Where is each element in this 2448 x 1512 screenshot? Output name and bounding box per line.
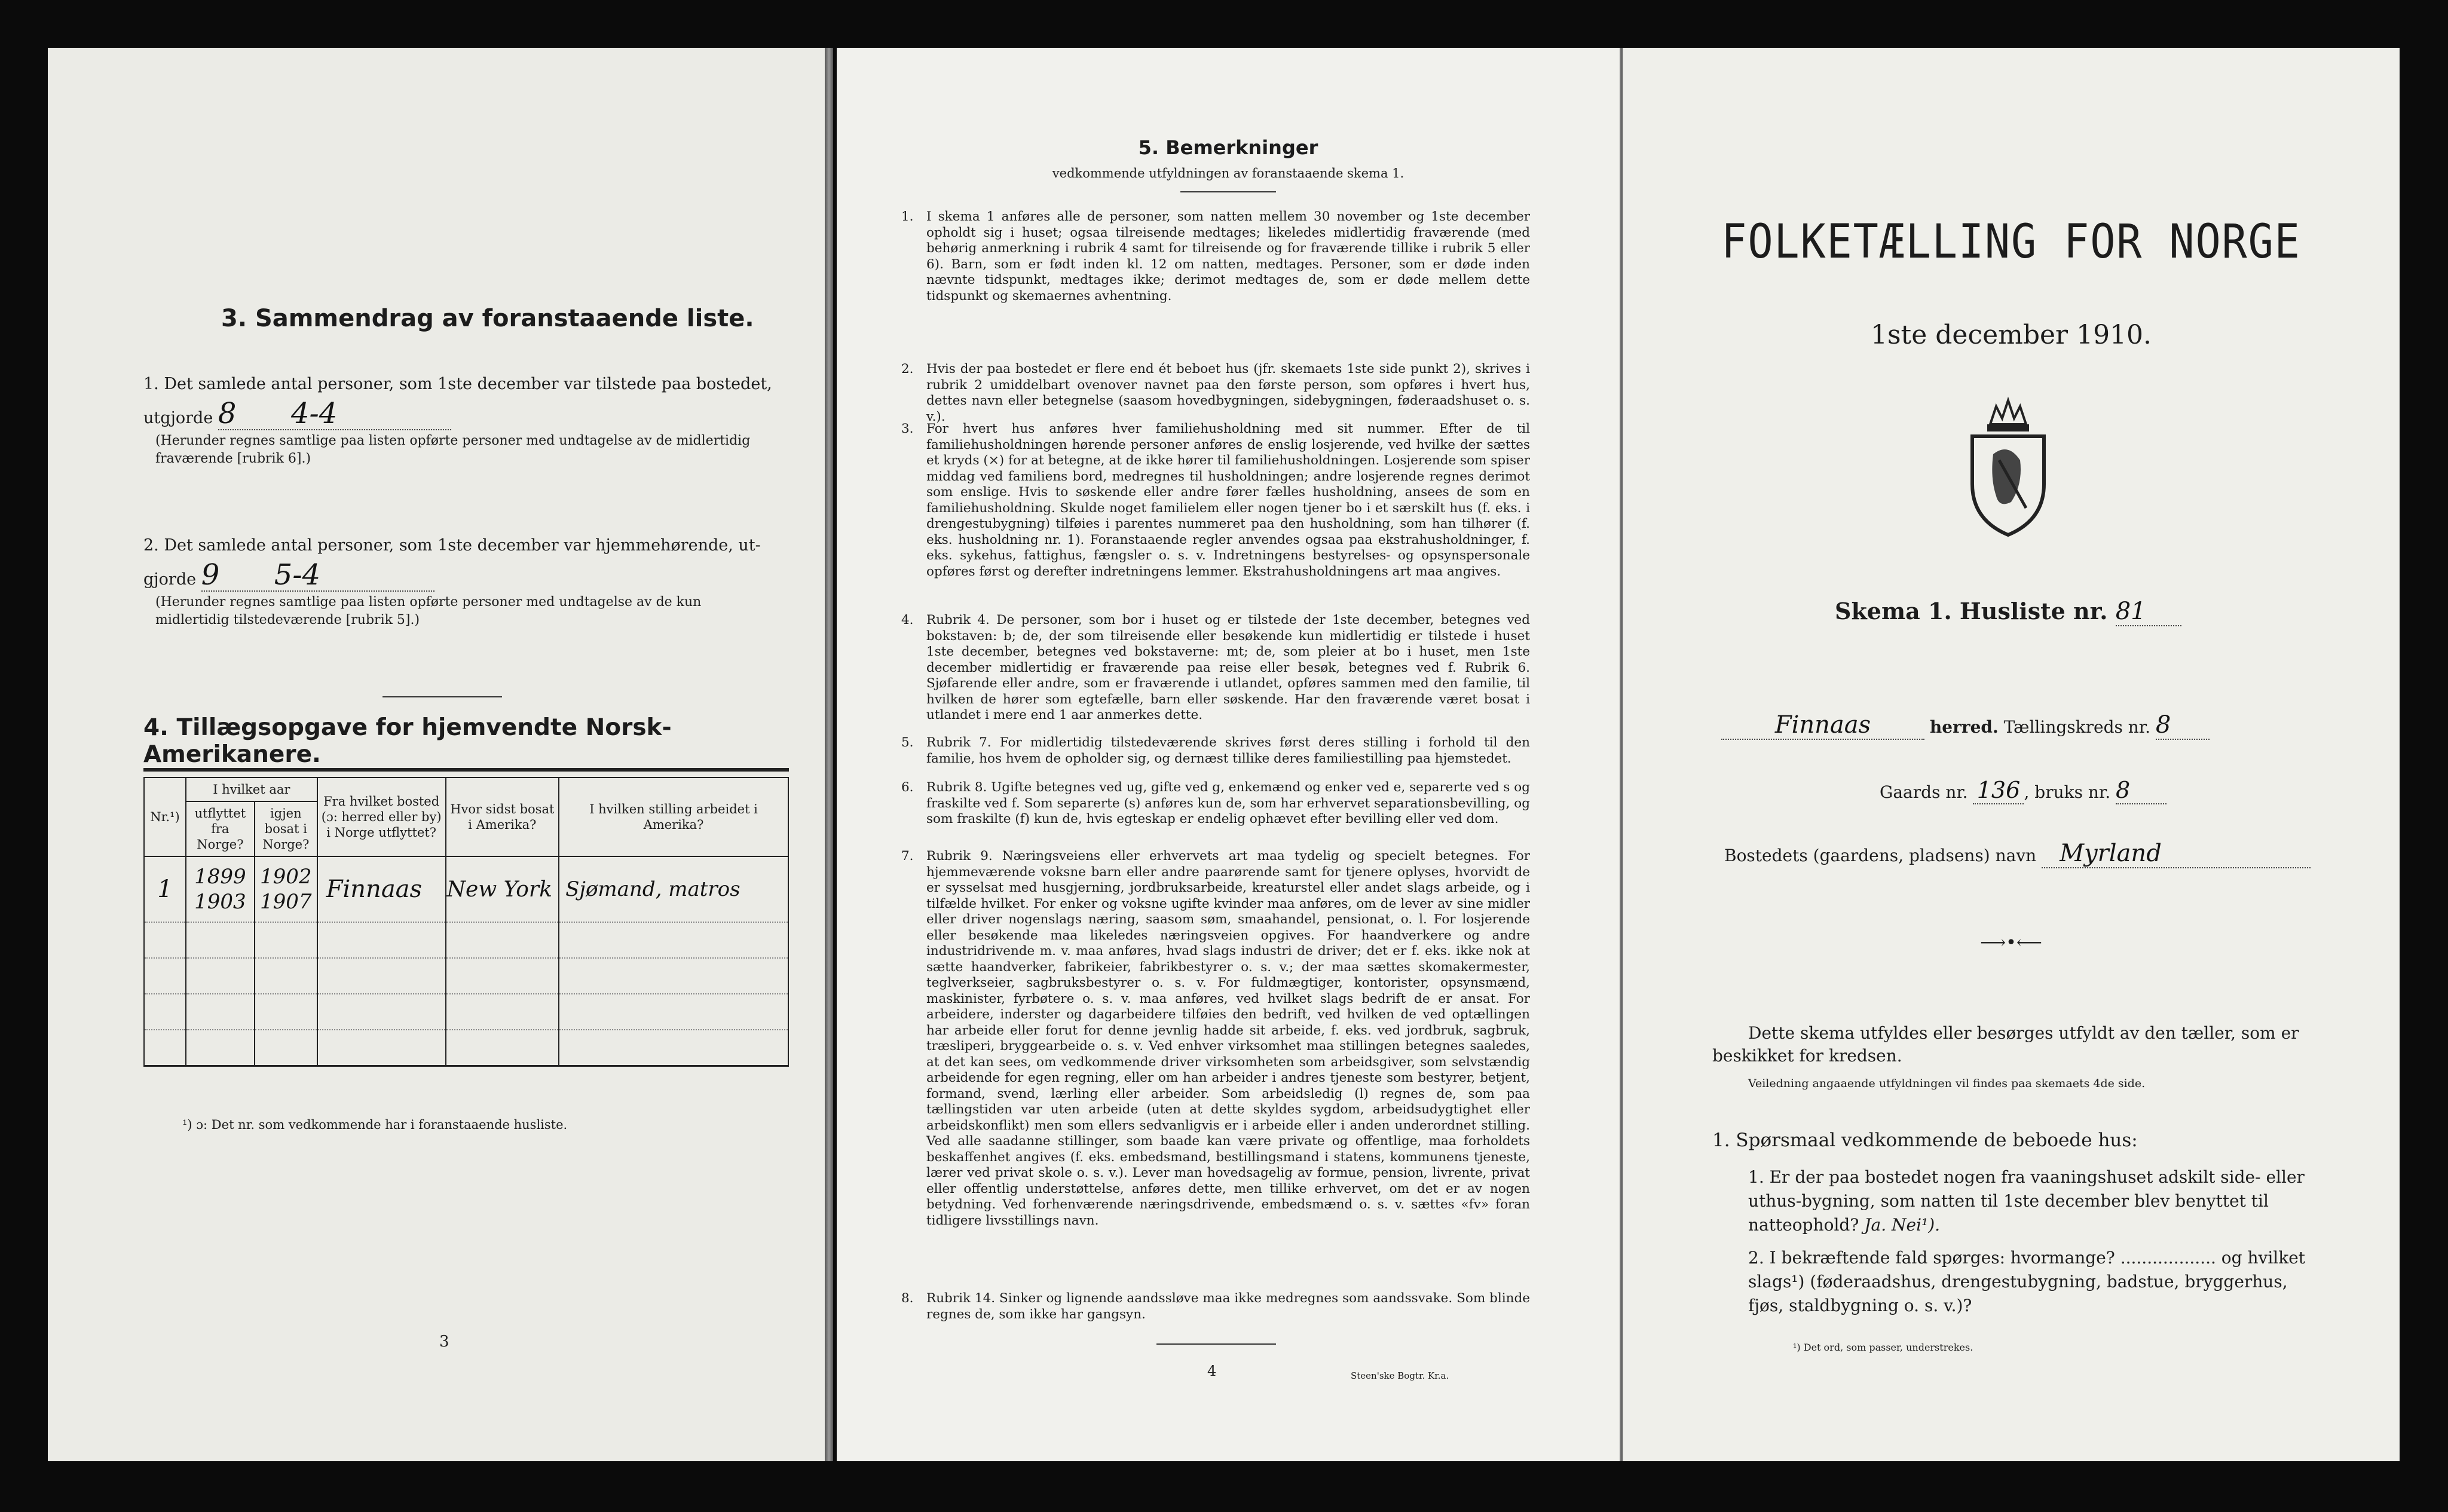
remark-2: 2. Hvis der paa bostedet er flere end ét beboet hus (jfr. skemaets 1ste side punkt 2), skrives i rubrik 2 umiddelbart ovenover navnet paa den første person, som opføres i hvert hus, dettes navn eller betegnelse (saasom hovedbygningen, sidebygningen, føderaadshuset o. s. v.). bbox=[901, 362, 1530, 424]
herred-line: Finnaas herred. Tællingskreds nr. 8 bbox=[1721, 711, 2210, 740]
remark-7: 7. Rubrik 9. Næringsveiens eller erhvervets art maa tydelig og specielt betegnes. For hjemmeværende voksne barn eller andre paarørende samt for tjenere oplyses, hvorvidt de er sysselsat med husgjerning, jordbruksarbeide, kreaturstel eller andet slags arbeide, og i tilfælde hvilket. For enker og voksne ugifte kvinder maa anføres, om de lever av sine midler eller driver nogenslags næring, saasom søm, smaahandel, pensionat, o. l. For losjerende eller besøkende maa likeledes næringsveien opgives. For haandverkere og andre industridrivende m. v. maa anføres, hvad slags industri de driver; det er f. eks. ikke nok at sætte haandverker, fabrikeier, fabrikbestyrer o. s. v.; der maa sættes skomakermester, teglverkseier, sagbruksbestyrer o. s. v. For fuldmægtiger, kontorister, opsynsmænd, maskinister, fyrbøtere o. s. v. maa anføres, ved hvilket slags bedrift de er ansat. For arbeidere, inderster og dagarbeidere tilføies den bedrift, ved hvilken de ved optællingen har arbeide eller forut for denne jevnlig hadde sit arbeide, f. eks. ved jordbruk, sagbruk, træsliperi, bryggearbeide o. s. v. Ved enhver virksomhet maa stillingen betegnes saaledes, at det kan sees, om vedkommende driver virksomheten som arbeidsgiver, som selvstændig arbeidende for egen regning, eller om han arbeider i andres tjeneste som bestyrer, betjent, formand, svend, lærling eller arbeider. Som arbeidsledig (l) regnes de, som paa tællingstiden var uten arbeide (uten at dette skyldes sygdom, arbeidsudygtighet eller arbeidskonflikt) men som ellers sedvanligvis er i arbeide eller i anden underordnet stilling. Ved alle saadanne stillinger, som baade kan være private og offentlige, maa forholdets beskaffenhet angives (f. eks. embedsmand, bestillingsmand i statens, kommunens tjeneste, lærer ved privat skole o. s. v.). Lever man hovedsagelig av formue, pension, livrente, privat eller offentlig understøttelse, anføres dette, men tillike erhvervet, om det er av nogen betydning. Ved forhenværende næringsdrivende, embedsmænd o. s. v. sættes «fv» foran tidligere livsstillings navn. bbox=[901, 849, 1530, 1228]
divider bbox=[1180, 191, 1276, 192]
gaards-line: Gaards nr. 136 , bruks nr. 8 bbox=[1880, 777, 2167, 804]
present-total: 8 bbox=[218, 397, 237, 430]
remark-4: 4. Rubrik 4. De personer, som bor i huset og er tilstede der 1ste december, betegnes ved bokstaven: b; de, der som tilreisende eller besøkende kun midlertidig er tilstede i huset 1ste december, betegnes ved bokstaverne: mt; de, som pleier at bo i huset, men 1ste december midlertidig er fraværende paa reise eller besøk, betegnes ved f. Rubrik 6. Sjøfarende eller andre, som er fraværende i utlandet, opføres sammen med den familie, til hvilken de hører som egtefælle, barn eller søskende. Har den fraværende været bosat i utlandet i mere end 1 aar anmerkes dette. bbox=[901, 613, 1530, 723]
page-fold-left bbox=[825, 48, 833, 1461]
page-1-cover bbox=[1623, 48, 2400, 1461]
printer-mark: Steen'ske Bogtr. Kr.a. bbox=[1351, 1370, 1449, 1381]
husliste-number: 81 bbox=[2116, 598, 2181, 626]
remark-5: 5. Rubrik 7. For midlertidig tilstedeværende skrives først deres stilling i forhold til den familie, hos hvem de opholder sig, og dernæst tillike deres familiestilling paa hjemstedet. bbox=[901, 735, 1530, 766]
page-number: 3 bbox=[439, 1333, 449, 1351]
summary-note-2: (Herunder regnes samtlige paa listen opførte personer med undtagelse av de kun midlertidig tilstedeværende [rubrik 5].) bbox=[155, 595, 702, 628]
table-top-rule bbox=[143, 768, 789, 772]
divider bbox=[1156, 1343, 1276, 1345]
census-date: 1ste december 1910. bbox=[1870, 320, 2152, 350]
col-returned: igjen bosat i Norge? bbox=[255, 801, 317, 856]
coat-of-arms-icon bbox=[1963, 394, 2053, 540]
question-1-title: 1. Spørsmaal vedkommende de beboede hus: bbox=[1712, 1130, 2138, 1151]
schema-line: Skema 1. Husliste nr. 81 bbox=[1835, 598, 2181, 626]
cover-footnote: ¹) Det ord, som passer, understrekes. bbox=[1793, 1342, 1973, 1353]
table-row bbox=[144, 958, 788, 994]
table-row bbox=[144, 994, 788, 1030]
col-from: Fra hvilket bosted (ɔ: herred eller by) i Norge utflyttet? bbox=[317, 778, 446, 856]
remarks-title: 5. Bemerkninger bbox=[1138, 136, 1318, 159]
intro-text: Dette skema utfyldes eller besørges utfyldt av den tæller, som er beskikket for kredsen. bbox=[1712, 1023, 2299, 1066]
present-breakdown: 4-4 bbox=[291, 397, 338, 430]
remarks-subtitle: vedkommende utfyldningen av foranstaaende skema 1. bbox=[1052, 166, 1404, 180]
page-number: 4 bbox=[1207, 1363, 1217, 1379]
section4-title: 4. Tillægsopgave for hjemvendte Norsk-Amerikanere. bbox=[143, 714, 672, 768]
table-row: 1 1899 1903 1902 1907 Finnaas New York Sjømand, matros bbox=[144, 856, 788, 922]
bosted-field: Myrland bbox=[2042, 840, 2311, 868]
col-occupation: I hvilken stilling arbeidet i Amerika? bbox=[559, 778, 788, 856]
summary-item-1: 1. Det samlede antal personer, som 1ste december var tilstede paa bostedet, utgjorde 8 4-4 (Herunder regnes samtlige paa listen opførte personer med undtagelse av de midlertidig fraværende [rubrik 6].) bbox=[143, 371, 801, 468]
ornament-divider: ⟶•⟵ bbox=[1980, 932, 2042, 953]
page-3-summary bbox=[48, 48, 825, 1461]
kreds-field: 8 bbox=[2156, 711, 2210, 740]
gaards-field: 136 bbox=[1973, 777, 2024, 804]
guidance-text: Veiledning angaaende utfyldningen vil findes paa skemaets 4de side. bbox=[1748, 1077, 2146, 1090]
remark-8: 8. Rubrik 14. Sinker og lignende aandssløve maa ikke medregnes som aandssvake. Som blinde regnes de, som ikke har gangsyn. bbox=[901, 1291, 1530, 1322]
remark-1: 1. I skema 1 anføres alle de personer, som natten mellem 30 november og 1ste december opholdt sig i huset; ogsaa tilreisende medtages; likeledes midlertidig fraværende (med behørig anmerkning i rubrik 4 samt for tilreisende og for fraværende tillike i rubrik 5 eller 6). Barn, som er født inden kl. 12 om natten, medtages. Personer, som er døde inden nævnte tidspunkt, medtages ikke; derimot medtages de, som er døde mellem dette tidspunkt og skemaernes avhentning. bbox=[901, 209, 1530, 304]
norwegian-american-table bbox=[143, 777, 789, 1067]
resident-breakdown: 5-4 bbox=[274, 558, 321, 592]
col-emigrated: utflyttet fra Norge? bbox=[186, 801, 255, 856]
table-header-row bbox=[144, 778, 788, 801]
section3-title: 3. Sammendrag av foranstaaende liste. bbox=[221, 305, 754, 332]
col-group-year: I hvilket aar bbox=[186, 778, 317, 801]
col-nr: Nr.¹) bbox=[144, 778, 186, 856]
divider bbox=[382, 696, 502, 697]
col-last: Hvor sidst bosat i Amerika? bbox=[446, 778, 559, 856]
census-title: FOLKETÆLLING FOR NORGE bbox=[1721, 215, 2301, 269]
page-4-remarks bbox=[837, 48, 1620, 1461]
summary-note-1: (Herunder regnes samtlige paa listen opførte personer med undtagelse av de midlertidig fraværende [rubrik 6].) bbox=[155, 433, 751, 466]
table-row bbox=[144, 922, 788, 958]
summary-item-2: 2. Det samlede antal personer, som 1ste december var hjemmehørende, ut- gjorde 9 5-4 (Herunder regnes samtlige paa listen opførte personer med undtagelse av de kun midlertidig tilstedeværende [rubrik 5].) bbox=[143, 532, 801, 629]
question-1-answer: Ja. Nei¹). bbox=[1864, 1215, 1941, 1235]
question-2: 2. I bekræftende fald spørges: hvormange? .................. og hvilket slags¹) (føderaadshus, drengestubygning, badstue, bryggerhus, fjøs, staldbygning o. s. v.)? bbox=[1748, 1248, 2306, 1315]
table-footnote: ¹) ɔ: Det nr. som vedkommende har i foranstaaende husliste. bbox=[182, 1118, 568, 1132]
remark-6: 6. Rubrik 8. Ugifte betegnes ved ug, gifte ved g, enkemænd og enker ved e, separerte ved s og fraskilte ved f. Som separerte (s) anføres kun de, som har erhvervet separationsbevilling, og som fraskilte (f) kun de, hvis egteskap er endelig ophævet efter bevilling eller ved dom. bbox=[901, 780, 1530, 827]
resident-total: 9 bbox=[201, 558, 220, 592]
bosted-line: Bostedets (gaardens, pladsens) navn Myrland bbox=[1724, 840, 2311, 868]
question-1: 1. Er der paa bostedet nogen fra vaaningshuset adskilt side- eller uthus-bygning, som natten til 1ste december blev benyttet til natteophold? Ja. Nei¹). bbox=[1748, 1167, 2305, 1235]
bruks-field: 8 bbox=[2116, 777, 2167, 804]
remark-3: 3. For hvert hus anføres hver familiehusholdning med sit nummer. Efter de til familiehusholdningen hørende personer anføres de enslig losjerende, ved hvilke der sættes et kryds (×) for at betegne, at de ikke hører til familiehusholdningen. Losjerende som spiser middag ved familiens bord, medregnes til husholdningen; andre losjerende regnes derimot som enslige. Hvis to søskende eller andre fører fælles husholdning, ansees de som en familiehusholdning. Skulde noget familielem eller nogen tjener bo i et særskilt hus (f. eks. i drengestubygning) tilføies i parentes nummeret paa den husholdning, som han tilhører (f. eks. husholdning nr. 1). Foranstaaende regler anvendes ogsaa paa ekstrahusholdninger, f. eks. sykehus, fattighus, fængsler o. s. v. Indretningens bestyrelses- og opsynspersonale opføres først og derefter indretningens lemmer. Ekstrahusholdningens art maa angives. bbox=[901, 421, 1530, 579]
table-row bbox=[144, 1030, 788, 1066]
herred-field: Finnaas bbox=[1721, 711, 1924, 740]
